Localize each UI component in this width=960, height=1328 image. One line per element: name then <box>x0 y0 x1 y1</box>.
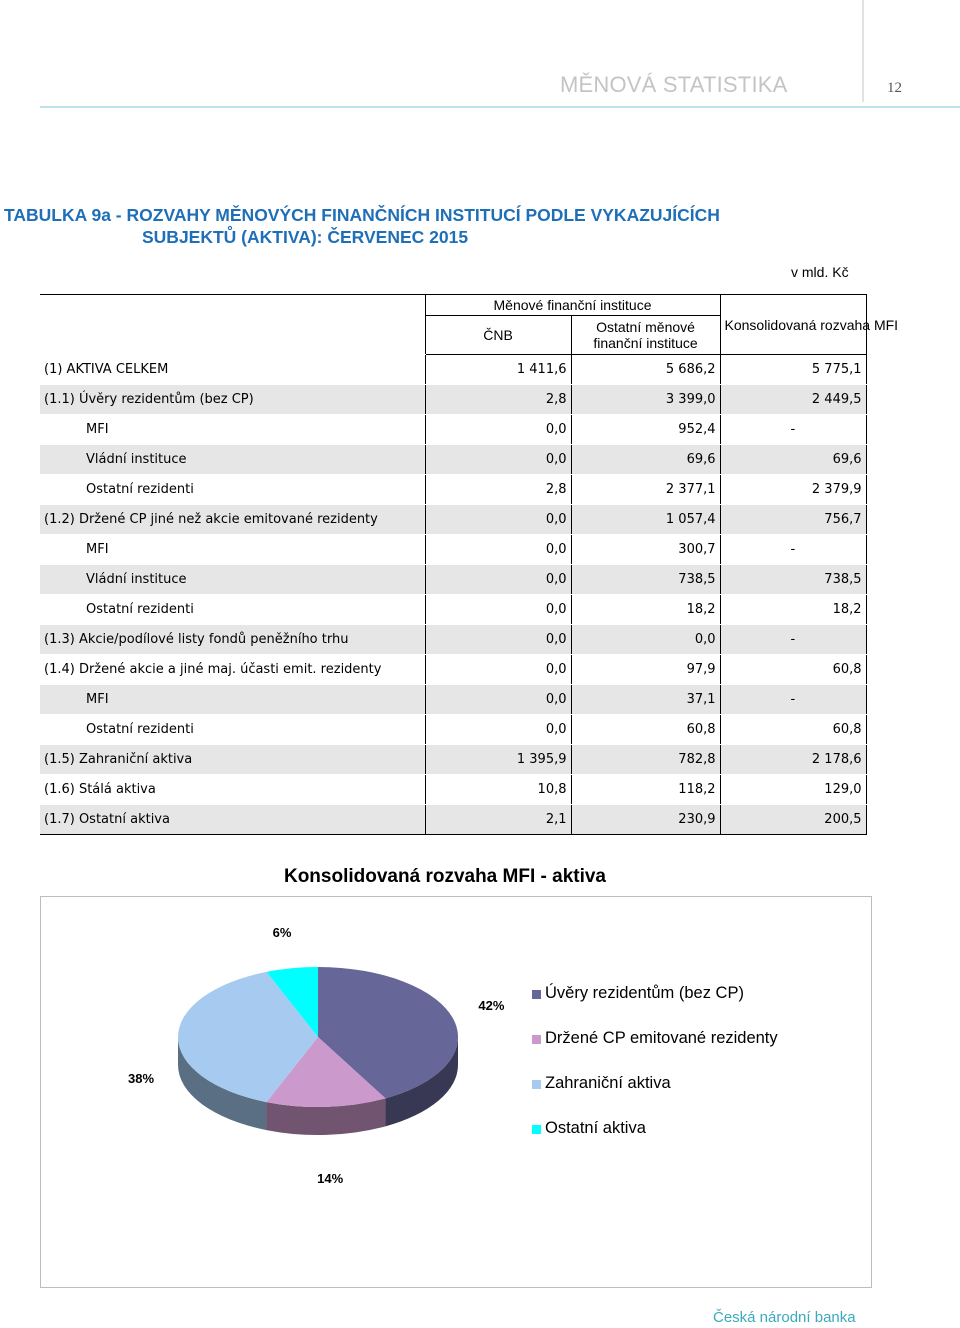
legend-swatch <box>532 1035 541 1044</box>
cell-konsol: 18,2 <box>720 595 866 625</box>
cell-other: 230,9 <box>571 805 720 835</box>
pie-data-label: 38% <box>128 1071 155 1086</box>
header-divider <box>862 0 864 102</box>
table-row <box>40 625 866 655</box>
table-row <box>40 745 866 775</box>
pie-data-label: 6% <box>272 924 292 940</box>
cell-other: 69,6 <box>571 445 720 475</box>
data-table <box>40 294 899 835</box>
row-label: (1.4) Držené akcie a jiné maj. účasti emit. rezidenty <box>40 655 425 685</box>
pie-chart <box>40 896 872 1288</box>
cell-other: 1 057,4 <box>571 505 720 535</box>
row-label: Vládní instituce <box>40 565 425 595</box>
header-other: Ostatní měnové finanční instituce <box>571 316 720 355</box>
legend-swatch <box>532 1080 541 1089</box>
cell-cnb: 2,1 <box>425 805 571 835</box>
table-title-line2: SUBJEKTŮ (AKTIVA): ČERVENEC 2015 <box>142 227 469 247</box>
footer-text: Česká národní banka <box>713 1309 856 1326</box>
table-row <box>40 385 866 415</box>
cell-konsol: 200,5 <box>720 805 866 835</box>
section-title: MĚNOVÁ STATISTIKA <box>560 72 788 97</box>
cell-other: 5 686,2 <box>571 355 720 385</box>
table-row <box>40 595 866 625</box>
cell-cnb: 0,0 <box>425 535 571 565</box>
cell-konsol: 5 775,1 <box>720 355 866 385</box>
table-header-row-1 <box>40 295 866 316</box>
cell-konsol: - <box>720 415 866 445</box>
row-label: (1.7) Ostatní aktiva <box>40 805 425 835</box>
cell-cnb: 0,0 <box>425 415 571 445</box>
table-row <box>40 475 866 505</box>
cell-other: 782,8 <box>571 745 720 775</box>
table-row <box>40 355 866 385</box>
table-row <box>40 775 866 805</box>
legend-label: Zahraniční aktiva <box>545 1074 671 1092</box>
row-label: Ostatní rezidenti <box>40 715 425 745</box>
table-row <box>40 505 866 535</box>
table-row <box>40 685 866 715</box>
table-row <box>40 565 866 595</box>
row-label: (1.6) Stálá aktiva <box>40 775 425 805</box>
header-cnb: ČNB <box>425 316 571 355</box>
cell-cnb: 0,0 <box>425 655 571 685</box>
table-row <box>40 445 866 475</box>
pie-data-label: 42% <box>478 998 505 1014</box>
pie-data-label: 14% <box>317 1170 344 1186</box>
row-label: (1.2) Držené CP jiné než akcie emitované rezidenty <box>40 505 425 535</box>
header-konsol: Konsolidovaná rozvaha MFI <box>720 295 866 355</box>
pie-chart-canvas <box>41 897 871 1287</box>
row-label: MFI <box>40 535 425 565</box>
cell-cnb: 0,0 <box>425 685 571 715</box>
cell-other: 37,1 <box>571 685 720 715</box>
legend-swatch <box>532 1125 541 1134</box>
cell-cnb: 0,0 <box>425 445 571 475</box>
cell-konsol: 2 379,9 <box>720 475 866 505</box>
row-label: (1.1) Úvěry rezidentům (bez CP) <box>40 385 425 415</box>
unit-note: v mld. Kč <box>791 264 849 280</box>
cell-other: 60,8 <box>571 715 720 745</box>
table-row <box>40 415 866 445</box>
cell-cnb: 0,0 <box>425 715 571 745</box>
cell-konsol: 60,8 <box>720 655 866 685</box>
cell-konsol: - <box>720 685 866 715</box>
cell-konsol: 129,0 <box>720 775 866 805</box>
cell-konsol: - <box>720 625 866 655</box>
cell-cnb: 1 411,6 <box>425 355 571 385</box>
row-label: Vládní instituce <box>40 445 425 475</box>
cell-cnb: 2,8 <box>425 475 571 505</box>
header-mfi-group: Měnové finanční instituce <box>425 295 720 316</box>
row-label: MFI <box>40 685 425 715</box>
row-label: Ostatní rezidenti <box>40 475 425 505</box>
cell-other: 118,2 <box>571 775 720 805</box>
cell-other: 952,4 <box>571 415 720 445</box>
legend-label: Ostatní aktiva <box>545 1119 646 1137</box>
table-row <box>40 715 866 745</box>
table-row <box>40 805 866 835</box>
cell-konsol: - <box>720 535 866 565</box>
cell-konsol: 60,8 <box>720 715 866 745</box>
chart-title: Konsolidovaná rozvaha MFI - aktiva <box>283 866 607 887</box>
cell-other: 18,2 <box>571 595 720 625</box>
cell-other: 97,9 <box>571 655 720 685</box>
cell-konsol: 2 449,5 <box>720 385 866 415</box>
cell-cnb: 1 395,9 <box>425 745 571 775</box>
row-label: MFI <box>40 415 425 445</box>
cell-cnb: 0,0 <box>425 505 571 535</box>
cell-konsol: 2 178,6 <box>720 745 866 775</box>
row-label: Ostatní rezidenti <box>40 595 425 625</box>
cell-konsol: 756,7 <box>720 505 866 535</box>
cell-cnb: 0,0 <box>425 595 571 625</box>
cell-other: 300,7 <box>571 535 720 565</box>
cell-cnb: 0,0 <box>425 565 571 595</box>
cell-other: 2 377,1 <box>571 475 720 505</box>
cell-other: 3 399,0 <box>571 385 720 415</box>
cell-konsol: 69,6 <box>720 445 866 475</box>
cell-cnb: 10,8 <box>425 775 571 805</box>
legend-label: Úvěry rezidentům (bez CP) <box>545 984 744 1002</box>
legend-label: Držené CP emitované rezidenty <box>545 1029 778 1047</box>
cell-cnb: 2,8 <box>425 385 571 415</box>
page-number: 12 <box>887 80 902 96</box>
cell-konsol: 738,5 <box>720 565 866 595</box>
table-row <box>40 535 866 565</box>
row-label: (1.5) Zahraniční aktiva <box>40 745 425 775</box>
legend-swatch <box>532 990 541 999</box>
row-label: (1.3) Akcie/podílové listy fondů peněžního trhu <box>40 625 425 655</box>
cell-other: 738,5 <box>571 565 720 595</box>
table-title <box>4 204 720 248</box>
header-rule <box>40 106 960 108</box>
cell-cnb: 0,0 <box>425 625 571 655</box>
table-row <box>40 655 866 685</box>
table-title-line1: TABULKA 9a - ROZVAHY MĚNOVÝCH FINANČNÍCH INSTITUCÍ PODLE VYKAZUJÍCÍCH <box>4 205 720 225</box>
row-label: (1) AKTIVA CELKEM <box>40 355 425 385</box>
cell-other: 0,0 <box>571 625 720 655</box>
